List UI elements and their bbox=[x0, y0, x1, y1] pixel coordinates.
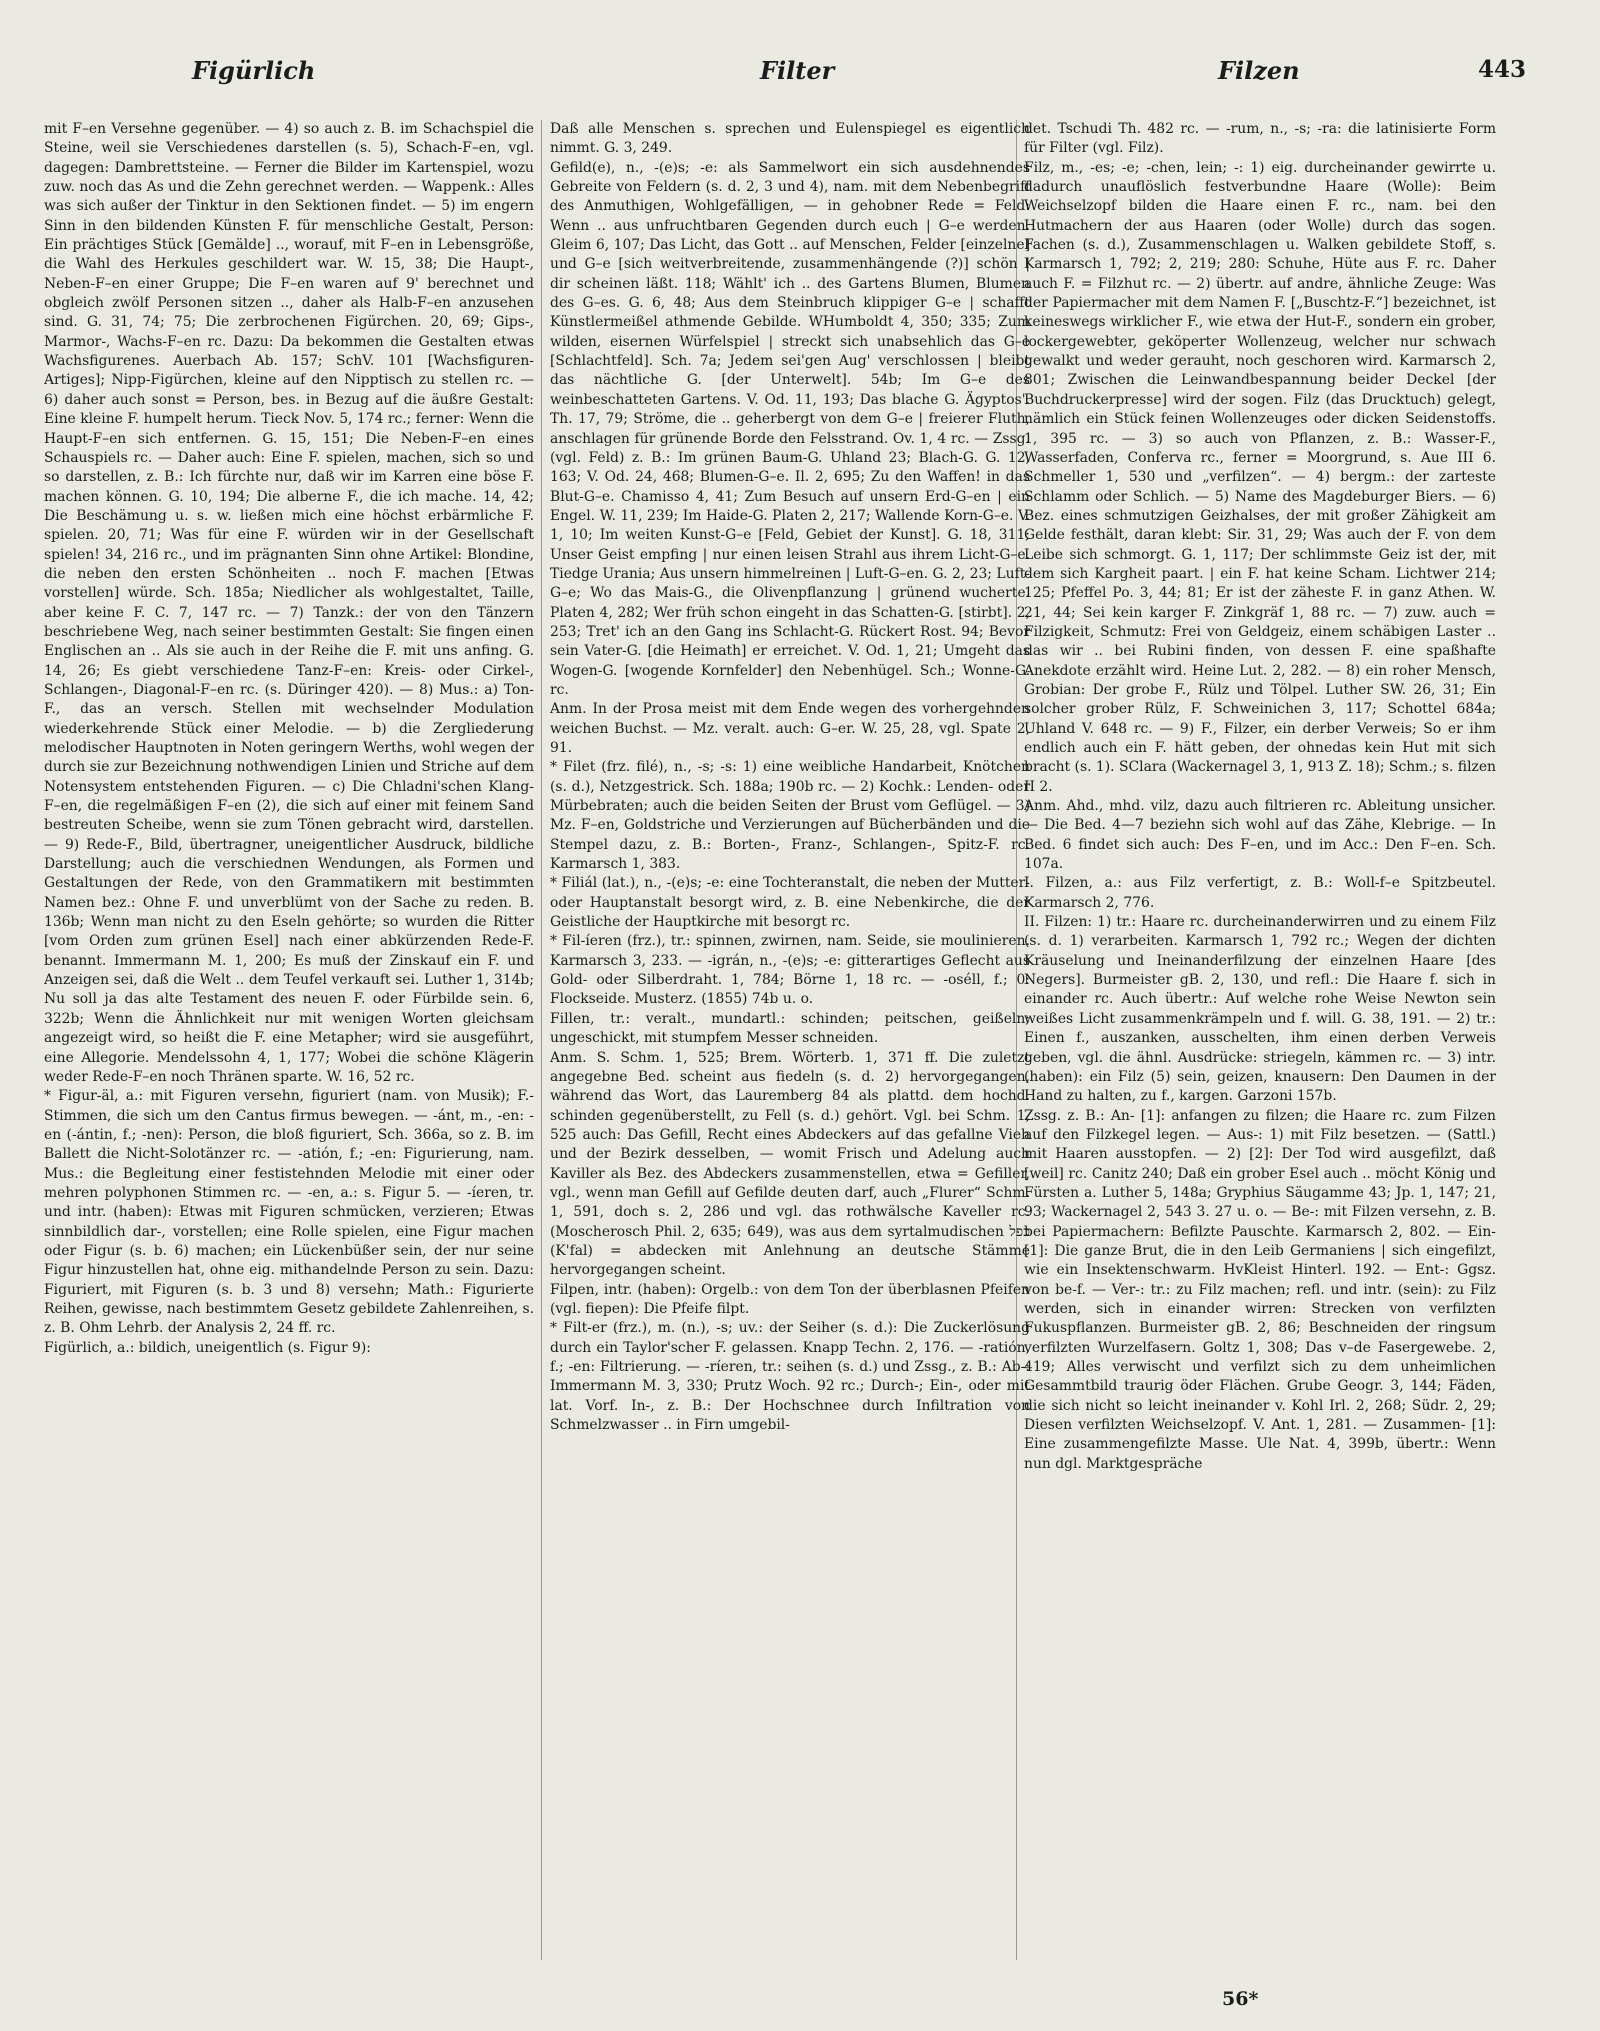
entry-text: Anm. In der Prosa meist mit dem Ende wegen des vorhergehnden weichen Buchst. — Mz. veralt. auch: G–er. W. 25, 28, vgl. Spate 2, 91. bbox=[550, 701, 1030, 756]
entry-text: * Filet (frz. filé), n., -s; -s: 1) eine weibliche Handarbeit, Knötchen (s. d.), Netzgestrick. Sch. 188a; 190b rc. — 2) Kochk.: Lenden- oder Mürbebraten; auch die beiden Seiten der Brust vom Geflügel. — 3) Mz. F–en, Goldstriche und Verzierungen auf Bücherbänden und die Stempel dazu, z. B.: Borten-, Franz-, Schlangen-, Spitz-F. rc. Karmarsch 1, 383. bbox=[550, 759, 1030, 873]
entry-text: Figürlich, a.: bildich, uneigentlich (s. Figur 9): bbox=[44, 1339, 371, 1356]
entry-text: det. Tschudi Th. 482 rc. — -rum, n., -s; -ra: die latinisierte Form für Filter (vgl. Filz). bbox=[1024, 121, 1496, 157]
entry-text: Filz, m., -es; -e; -chen, lein; -: 1) eig. durcheinander gewirrte u. dadurch unauflöslich festverbundne Haare (Wolle): Beim Weichselzopf bilden die Haare einen F. rc., nam. bei den Hutmachern der aus Haaren (oder Wolle) durch das sogen. Fachen (s. d.), Zusammenschlagen u. Walken gebildete Stoff, s. Karmarsch 1, 792; 2, 219; 280: Schuhe, Hüte aus F. rc. Daher auch F. = Filzhut rc. — 2) übertr. auf andre, ähnliche Zeuge: Was der Papiermacher mit dem Namen F. [„Buschtz-F.“] bezeichnet, ist keineswegs wirklicher F., wie etwa der Hut-F., sondern ein grober, lockergewebter, geköperter Wollenzeug, welcher nur schwach gewalkt und weder gerauht, noch geschoren wird. Karmarsch 2, 801; Zwischen die Leinwandbespannung beider Deckel [der Buchdruckerpresse] wird der sogen. Filz (das Drucktuch) gelegt, nämlich ein Stück feinen Wollenzeuges oder dicken Seidenstoffs. 1, 395 rc. — 3) so auch von Pflanzen, z. B.: Wasser-F., Wasserfaden, Conferva rc., ferner = Moorgrund, s. Aue III 6. Schmeller 1, 530 und „verfilzen“. — 4) bergm.: der zarteste Schlamm oder Schlich. — 5) Name des Magdeburger Biers. — 6) Bez. eines schmutzigen Geizhalses, der mit großer Zähigkeit am Gelde festhält, daran klebt: Sir. 31, 29; Was auch der F. von dem Leibe sich schmorgt. G. 1, 117; Der schlimmste Geiz ist der, mit dem sich Kargheit paart. | ein F. hat keine Scham. Lichtwer 214; 125; Pfeffel Po. 3, 44; 81; Er ist der zäheste F. in ganz Athen. W. 21, 44; Sei kein karger F. Zinkgräf 1, 88 rc. — 7) zuw. auch = Filzigkeit, Schmutz: Frei von Geldgeiz, einem schäbigen Laster .. das wir .. bei Rubini finden, von dessen F. eine spaßhafte Anekdote erzählt wird. Heine Lut. 2, 282. — 8) ein roher Mensch, Grobian: Der grobe F., Rülz und Tölpel. Luther SW. 26, 31; Ein solcher grober Rülz, F. Schweinichen 3, 117; Schottel 684a; Uhland V. 648 rc. — 9) F., Filzer, ein derber Verweis; So er ihm endlich auch ein F. hätt geben, der ohnedas kein Hut mit sich bracht (s. 1). SClara (Wackernagel 3, 1, 913 Z. 18); Schm.; s. filzen II 2. bbox=[1024, 159, 1496, 795]
entry-text: * Fil-íeren (frz.), tr.: spinnen, zwirnen, nam. Seide, sie moulinieren. Karmarsch 3, 233. — -igrán, n., -(e)s; -e: gitterartiges Geflecht aus Gold- oder Silberdraht. 1, 784; Börne 1, 18 rc. — -oséll, f.; 0: Flockseide. Musterz. (1855) 74b u. o. bbox=[550, 933, 1030, 1008]
entry-text: Anm. Ahd., mhd. vilz, dazu auch filtrieren rc. Ableitung unsicher. — Die Bed. 4—7 beziehn sich wohl auf das Zähe, Klebrige. — In Bed. 6 findet sich auch: Des F–en, und im Acc.: Den F–en. Sch. 107a. bbox=[1024, 798, 1496, 873]
running-head bbox=[0, 52, 1600, 92]
entry-text: mit F–en Versehne gegenüber. — 4) so auch z. B. im Schachspiel die Steine, weil sie Verschiedenes darstellen (s. 5), Schach-F–en, vgl. dagegen: Dambrettsteine. — Ferner die Bilder im Kartenspiel, wozu zuw. noch das As und die Zehn gerechnet werden. — Wappenk.: Alles was sich außer der Tinktur in den Sektionen findet. — 5) im engern Sinn in den bildenden Künsten F. für menschliche Gestalt, Person: Ein prächtiges Stück [Gemälde] .., worauf, mit F–en in Lebensgröße, die Wahl des Herkules geschildert war. W. 15, 38; Die Haupt-, Neben-F–en einer Gruppe; Die F–en waren auf 9' berechnet und obgleich zwölf Personen sitzen .., daher als Halb-F–en anzusehen sind. G. 31, 74; 75; Die zerbrochenen Figürchen. 20, 69; Gips-, Marmor-, Wachs-F–en rc. Dazu: Da bekommen die Gestalten etwas Wachsfigurenes. Auerbach Ab. 157; SchV. 101 [Wachsfiguren-Artiges]; Nipp-Figürchen, kleine auf den Nipptisch zu stellen rc. — 6) daher auch sonst = Person, bes. in Bezug auf die äußre Gestalt: Eine kleine F. humpelt herum. Tieck Nov. 5, 174 rc.; ferner: Wenn die Haupt-F–en sich entfernen. G. 15, 151; Die Neben-F–en eines Schauspiels rc. — Daher auch: Eine F. spielen, machen, sich so und so darstellen, z. B.: Ich fürchte nur, daß wir im Karren eine böse F. machen können. G. 10, 194; Die alberne F., die ich mache. 14, 42; Die Beschämung u. s. w. ließen mich eine höchst erbärmliche F. spielen. 20, 71; Was für eine F. würden wir in der Gesellschaft spielen! 34, 216 rc., und im prägnanten Sinn ohne Artikel: Blondine, die neben den ersten Schönheiten .. noch F. machen [Etwas vorstellen] würde. Sch. 185a; Niedlicher als wohlgestaltet, Taille, aber keine F. C. 7, 147 rc. — 7) Tanzk.: der von den Tänzern beschriebene Weg, nach seiner bestimmten Gestalt: Sie fingen einen Englischen an .. Als sie auch in der Reihe die F. mit uns anfing. G. 14, 26; Es giebt verschiedene Tanz-F–en: Kreis- oder Cirkel-, Schlangen-, Diagonal-F–en rc. (s. Düringer 420). — 8) Mus.: a) Ton-F., das an versch. Stellen mit wechselnder Modulation wiederkehrende Stück einer Melodie. — b) die Zergliederung melodischer Hauptnoten in Noten geringern Werths, wohl wegen der durch sie zur Bezeichnung nothwendigen Linien und Striche auf dem Notensystem entstehenden Figuren. — c) Die Chladni'schen Klang-F–en, die regelmäßigen F–en (2), die sich auf einer mit feinem Sand bestreuten Scheibe, wenn sie zum Tönen gebracht wird, darstellen. — 9) Rede-F., Bild, übertragner, uneigentlicher Ausdruck, bildliche Darstellung; auch die verschiednen Wendungen, als Formen und Gestaltungen der Rede, von den Grammatikern mit bestimmten Namen bez.: Ohne F. und unverblümt von der Sache zu reden. B. 136b; Wenn man nicht zu den Eseln gehörte; so wurden die Ritter [vom Orden zum grünen Esel] nach einer abkürzenden Rede-F. benannt. Immermann M. 1, 200; Es muß der Zinskauf ein F. und Anzeigen sei, daß die Welt .. dem Teufel verkauft sei. Luther 1, 314b; Nu soll ja das alte Testament des neuen F. oder Fürbilde sein. 6, 322b; Wenn die Ähnlichkeit nur mit wenigen Worten gleichsam angezeigt wird, so heißt die F. eine Metapher; wird sie ausgeführt, eine Allegorie. Mendelssohn 4, 1, 177; Wobei die schöne Klägerin weder Rede-F–en noch Thränen sparte. W. 16, 52 rc. bbox=[44, 121, 534, 1085]
entry-text: * Filt-er (frz.), m. (n.), -s; uv.: der Seiher (s. d.): Die Zuckerlösung durch ein Taylor'scher F. gelassen. Knapp Techn. 2, 176. — -ratión, f.; -en: Filtrierung. — -ríeren, tr.: seihen (s. d.) und Zssg., z. B.: Ab-: Immermann M. 3, 330; Prutz Woch. 92 rc.; Durch-; Ein-, oder mit lat. Vorf. In-, z. B.: Der Hochschnee durch Infiltration von Schmelzwasser .. in Firn umgebil- bbox=[550, 1320, 1030, 1434]
column-2 bbox=[550, 120, 1030, 2000]
column-rule bbox=[541, 120, 542, 1960]
left-guide-word: Figürlich bbox=[192, 56, 316, 85]
entry-text: * Filiál (lat.), n., -(e)s; -e: eine Tochteranstalt, die neben der Mutter- oder Hauptanstalt besorgt wird, z. B. eine Nebenkirche, die der Geistliche der Hauptkirche mit besorgt rc. bbox=[550, 875, 1030, 931]
right-guide-word: Filzen bbox=[1218, 56, 1300, 85]
entry-text: Fillen, tr.: veralt., mundartl.: schinden; peitschen, geißeln; ungeschickt, mit stumpfem Messer schneiden. bbox=[550, 1010, 1030, 1047]
page-number: 443 bbox=[1478, 56, 1527, 83]
center-guide-word: Filter bbox=[760, 56, 835, 85]
entry-text: Gefild(e), n., -(e)s; -e: als Sammelwort ein sich ausdehnendes Gebreite von Feldern (s. d. 2, 3 und 4), nam. mit dem Nebenbegriff des Anmuthigen, Wohlgefälligen, — in gehobner Rede = Feld: Wenn .. aus unfruchtbaren Gegenden durch euch | G–e werden. Gleim 6, 107; Das Licht, das Gott .. auf Menschen, Felder [einzelne] und G–e [sich weitverbreitende, zusammenhängende (?)] schön | dir scheinen läßt. 118; Wählt' ich .. des Gartens Blumen, Blumen des G–es. G. 6, 48; Aus dem Steinbruch klippiger G–e | schafft Künstlermeißel athmende Gebilde. WHumboldt 4, 350; 335; Zum wilden, eisernen Würfelspiel | streckt sich unabsehlich das G–e [Schlachtfeld]. Sch. 7a; Jedem sei'gen Aug' verschlossen | bleibt das nächtliche G. [der Unterwelt]. 54b; Im G–e des weinbeschatteten Gartens. V. Od. 11, 193; Das blache G. Ägyptos'. Th. 17, 79; Ströme, die .. geherbergt von dem G–e | freierer Fluth, anschlagen für grünende Borde den Felsstrand. Ov. 1, 4 rc. — Zssg. (vgl. Feld) z. B.: Im grünen Baum-G. Uhland 23; Blach-G. G. 12, 163; V. Od. 24, 468; Blumen-G–e. Il. 2, 695; Zu den Waffen! in das Blut-G–e. Chamisso 4, 41; Zum Besuch auf unsern Erd-G–en | ein Engel. W. 11, 239; Im Haide-G. Platen 2, 217; Wallende Korn-G–e. V. 1, 10; Im weiten Kunst-G–e [Feld, Gebiet der Kunst]. G. 18, 311; Unser Geist empfing | nur einen leisen Strahl aus ihrem Licht-G–e. Tiedge Urania; Aus unsern himmelreinen | Luft-G–en. G. 2, 23; Luft-G–e; Wo das Mais-G., die Olivenpflanzung | grünend wucherte. Platen 4, 282; Wer früh schon eingeht in das Schatten-G. [stirbt]. 2, 253; Tret' ich an den Gang ins Schlacht-G. Rückert Rost. 94; Bevor sein Vater-G. [die Heimath] er erreichet. V. Od. 1, 21; Umgeht das Wogen-G. [wogende Kornfelder] den Nebenhügel. Sch.; Wonne-G. rc. bbox=[550, 159, 1030, 698]
entry-text: I. Filzen, a.: aus Filz verfertigt, z. B.: Woll-f–e Spitzbeutel. Karmarsch 2, 776. bbox=[1024, 875, 1496, 911]
entry-text: * Figur-äl, a.: mit Figuren versehn, figuriert (nam. von Musik); F.-Stimmen, die sich um den Cantus firmus bewegen. — -ánt, m., -en: -en (-ántin, f.; -nen): Person, die bloß figuriert, Sch. 366a, so z. B. im Ballett die Nicht-Solotänzer rc. — -atión, f.; -en: Figurierung, nam. Mus.: die Begleitung einer festistehnden Melodie mit einer oder mehren polyphonen Stimmen rc. — -en, a.: s. Figur 5. — -íeren, tr. und intr. (haben): Etwas mit Figuren schmücken, verzieren; Etwas sinnbildlich dar-, vorstellen; eine Rolle spielen, eine Figur machen oder Figur (s. b. 6) machen; ein Lückenbüßer sein, der nur seine Figur hinzustellen hat, ohne eig. mithandelnde Person zu sein. Dazu: Figuriert, mit Figuren (s. b. 3 und 8) versehn; Math.: Figurierte Reihen, gewisse, nach bestimmtem Gesetz gebildete Zahlenreihen, s. z. B. Ohm Lehrb. der Analysis 2, 24 ff. rc. bbox=[44, 1088, 534, 1337]
column-1 bbox=[44, 120, 534, 2000]
entry-text: Zssg. z. B.: An- [1]: anfangen zu filzen; die Haare rc. zum Filzen auf den Filzkegel legen. — Aus-: 1) mit Filz besetzen. — (Sattl.) mit Haaren ausstopfen. — 2) [2]: Der Tod wird ausgefilzt, daß [weil] rc. Canitz 240; Daß ein grober Esel auch .. möcht König und Fürsten a. Luther 5, 148a; Gryphius Säugamme 43; Jp. 1, 147; 21, 93; Wackernagel 2, 543 3. 27 u. o. — Be-: mit Filzen versehn, z. B. bei Papiermachern: Befilzte Pauschte. Karmarsch 2, 802. — Ein- [1]: Die ganze Brut, die in den Leib Germaniens | sich eingefilzt, wie ein Insektenschwarm. HvKleist Hinterl. 192. — Ent-: Ggsz. von be-f. — Ver-: tr.: zu Filz machen; refl. und intr. (sein): zu Filz werden, sich in einander wirren: Strecken von verfilzten Fukuspflanzen. Burmeister gB. 2, 86; Beschneiden der ringsum verfilzten Wurzelfasern. Goltz 1, 308; Das v–de Fasergewebe. 2, 419; Alles verwischt und verfilzt sich zu dem unheimlichen Gesammtbild traurig öder Flächen. Grube Geogr. 3, 144; Fäden, die sich nicht so leicht ineinander v. Kohl Irl. 2, 268; Südr. 2, 29; Diesen verfilzten Weichselzopf. V. Ant. 1, 281. — Zusammen- [1]: Eine zusammengefilzte Masse. Ule Nat. 4, 399b, übertr.: Wenn nun dgl. Marktgespräche bbox=[1024, 1107, 1496, 1472]
column-3 bbox=[1024, 120, 1496, 2000]
entry-text: II. Filzen: 1) tr.: Haare rc. durcheinanderwirren und zu einem Filz (s. d. 1) verarbeiten. Karmarsch 1, 792 rc.; Wegen der dichten Kräuselung und Ineinanderfilzung der einzelnen Haare [des Negers]. Burmeister gB. 2, 130, und refl.: Die Haare f. sich in einander rc. Auch übertr.: Auf welche rohe Weise Newton sein weißes Licht zusammenkrämpeln und f. will. G. 38, 191. — 2) tr.: Einen f., auszanken, ausschelten, ihm einen derben Verweis geben, vgl. die ähnl. Ausdrücke: striegeln, kämmen rc. — 3) intr. (haben): ein Filz (5) sein, geizen, knausern: Den Daumen in der Hand zu halten, zu f., kargen. Garzoni 157b. bbox=[1024, 914, 1496, 1105]
entry-text: Filpen, intr. (haben): Orgelb.: von dem Ton der überblasnen Pfeifen (vgl. fiepen): Die Pfeife filpt. bbox=[550, 1281, 1030, 1317]
signature-mark: 56* bbox=[1222, 1988, 1259, 2010]
entry-text: Anm. S. Schm. 1, 525; Brem. Wörterb. 1, 371 ff. Die zuletzt angegebne Bed. scheint aus fiedeln (s. d. 2) hervorgegangen, während das Wort, das Lauremberg 84 als plattd. dem hochd. schinden gegenüberstellt, zu Fell (s. d.) gehört. Vgl. bei Schm. 1, 525 auch: Das Gefill, Recht eines Abdeckers auf das gefallne Vieh und der Bezirk desselben, — womit Frisch und Adelung auch Kaviller als Bez. des Abdeckers zusammenstellen, etwa = Gefiller, vgl., wenn man Gefill auf Gefilde deuten darf, auch „Flurer“ Schm. 1, 591, doch s. 2, 286 und vgl. das rothwälsche Kaveller rc. (Moscherosch Phil. 2, 635; 649), was aus dem syrtalmudischen כפל (K'fal) = abdecken mit Anlehnung an deutsche Stämme hervorgegangen scheint. bbox=[550, 1049, 1030, 1279]
entry-text: Daß alle Menschen s. sprechen und Eulenspiegel es eigentlich nimmt. G. 3, 249. bbox=[550, 121, 1030, 157]
